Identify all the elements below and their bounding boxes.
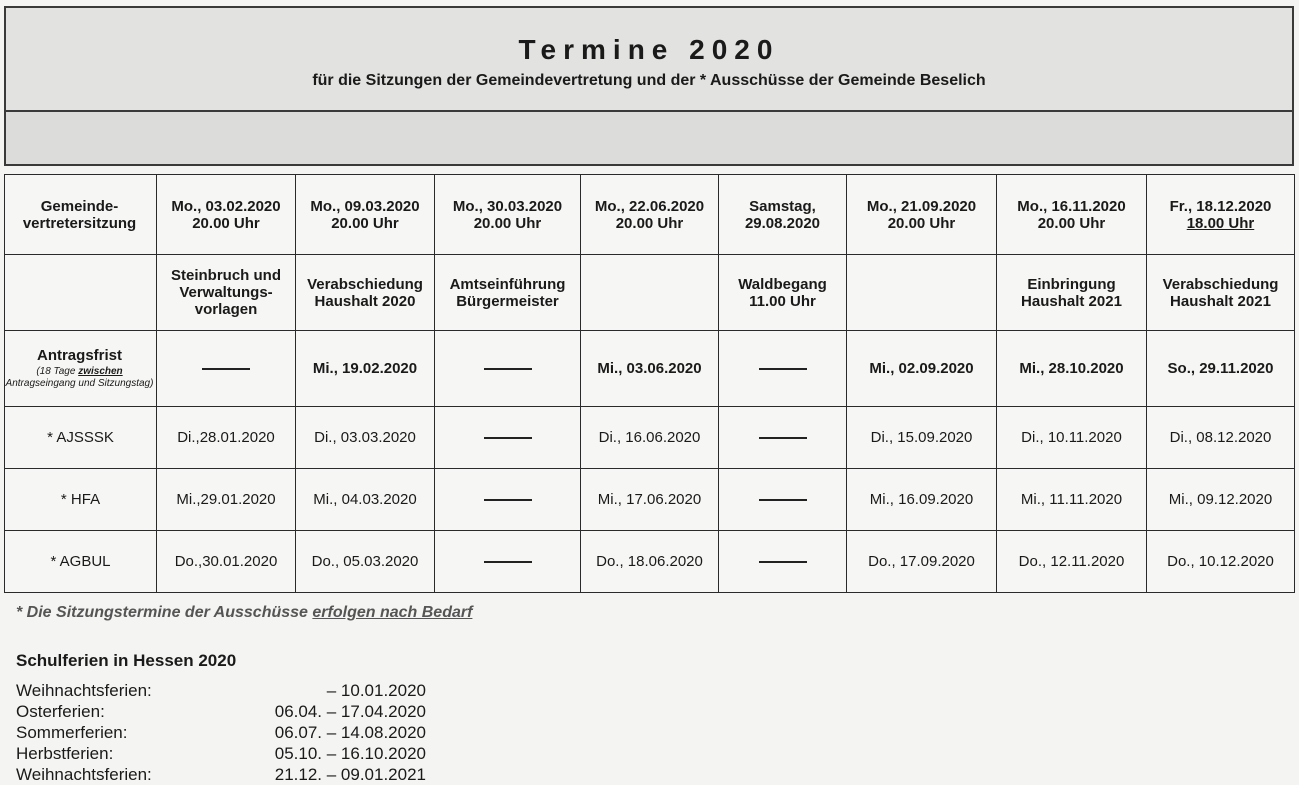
- holiday-range: 05.10. – 16.10.2020: [274, 744, 426, 763]
- session-cell: [157, 175, 296, 255]
- document-title: Termine 2020: [518, 34, 780, 65]
- committee-cell: Mi., 16.09.2020: [847, 469, 997, 531]
- holiday-row: [16, 764, 426, 785]
- deadline-cell: So., 29.11.2020: [1147, 331, 1295, 407]
- dash-mark: [484, 437, 532, 439]
- committee-cell: Di., 08.12.2020: [1147, 407, 1295, 469]
- topic-cell: Amtseinführung Bürgermeister: [435, 255, 581, 331]
- session-date: Fr., 18.12.2020: [1169, 197, 1272, 215]
- session-date: Mo., 22.06.2020: [594, 197, 705, 215]
- session-date: Mo., 03.02.2020: [171, 197, 281, 215]
- holiday-range: 06.07. – 14.08.2020: [274, 723, 426, 742]
- topic-cell: Steinbruch und Verwaltungs- vorlagen: [157, 255, 296, 331]
- holiday-row: [16, 701, 426, 722]
- dash-mark: [484, 499, 532, 501]
- holiday-row: [16, 743, 426, 764]
- committee-row-hfa: [5, 469, 1295, 531]
- holidays-list: [16, 680, 426, 785]
- session-date: Samstag,: [749, 197, 816, 215]
- session-cell: [847, 175, 997, 255]
- row-head-hfa: * HFA: [5, 469, 157, 531]
- committee-cell: [435, 407, 581, 469]
- document-subtitle: für die Sitzungen der Gemeindevertretung und der * Ausschüsse der Gemeinde Beselich: [312, 72, 986, 89]
- holiday-row: [16, 680, 426, 701]
- topic-cell: Einbringung Haushalt 2021: [997, 255, 1147, 331]
- session-date: Mo., 21.09.2020: [866, 197, 977, 215]
- session-time: 20.00 Uhr: [615, 214, 684, 232]
- deadline-cell: Mi., 03.06.2020: [581, 331, 719, 407]
- dash-mark: [202, 368, 250, 370]
- committee-cell: Mi., 17.06.2020: [581, 469, 719, 531]
- deadline-row: [5, 331, 1295, 407]
- committee-cell: Di., 16.06.2020: [581, 407, 719, 469]
- session-cell: [296, 175, 435, 255]
- committee-cell: [719, 469, 847, 531]
- session-cell: [1147, 175, 1295, 255]
- topic-row: [5, 255, 1295, 331]
- committee-cell: Do.,30.01.2020: [157, 531, 296, 593]
- dash-mark: [484, 561, 532, 563]
- council-session-row: [5, 175, 1295, 255]
- session-time: 20.00 Uhr: [1037, 214, 1106, 232]
- committee-cell: Di., 15.09.2020: [847, 407, 997, 469]
- committee-cell: Di.,28.01.2020: [157, 407, 296, 469]
- session-date: Mo., 16.11.2020: [1017, 197, 1126, 215]
- row-head-deadline: [5, 331, 157, 407]
- session-cell: [435, 175, 581, 255]
- committee-cell: Di., 03.03.2020: [296, 407, 435, 469]
- committee-row-ajsssk: [5, 407, 1295, 469]
- session-time: 29.08.2020: [744, 214, 821, 232]
- holiday-name: Osterferien:: [16, 702, 105, 721]
- header-empty-band: [6, 112, 1292, 164]
- deadline-cell: [435, 331, 581, 407]
- session-date: Mo., 30.03.2020: [452, 197, 563, 215]
- committee-cell: [719, 407, 847, 469]
- dash-mark: [759, 368, 807, 370]
- deadline-label: Antragsfrist: [36, 347, 122, 364]
- holiday-name: Herbstferien:: [16, 744, 114, 763]
- committee-cell: [435, 531, 581, 593]
- topic-row-head: [5, 255, 157, 331]
- deadline-note: (18 Tage zwischen Antragseingang und Sitzungstag): [5, 366, 154, 389]
- topic-cell: Verabschiedung Haushalt 2021: [1147, 255, 1295, 331]
- topic-cell: Waldbegang 11.00 Uhr: [719, 255, 847, 331]
- holiday-name: Weihnachtsferien:: [16, 765, 152, 784]
- committee-cell: Do., 17.09.2020: [847, 531, 997, 593]
- committee-cell: Mi., 11.11.2020: [997, 469, 1147, 531]
- dash-mark: [759, 561, 807, 563]
- topic-cell: [847, 255, 997, 331]
- deadline-cell: Mi., 28.10.2020: [997, 331, 1147, 407]
- topic-cell: Verabschiedung Haushalt 2020: [296, 255, 435, 331]
- deadline-cell: Mi., 19.02.2020: [296, 331, 435, 407]
- holiday-name: Sommerferien:: [16, 723, 128, 742]
- committee-row-agbul: [5, 531, 1295, 593]
- deadline-cell: [719, 331, 847, 407]
- session-time: 20.00 Uhr: [887, 214, 956, 232]
- session-date: Mo., 09.03.2020: [310, 197, 420, 215]
- schedule-table: [4, 174, 1295, 593]
- document-header: [4, 6, 1294, 166]
- row-head-council: Gemeinde- vertretersitzung: [5, 175, 157, 255]
- topic-cell: [581, 255, 719, 331]
- holiday-range: 06.04. – 17.04.2020: [274, 702, 426, 721]
- row-head-agbul: * AGBUL: [5, 531, 157, 593]
- footnote-underlined: erfolgen nach Bedarf: [312, 604, 473, 621]
- holidays-title: Schulferien in Hessen 2020: [16, 651, 237, 670]
- session-time: 20.00 Uhr: [473, 214, 542, 232]
- committee-cell: Mi., 04.03.2020: [296, 469, 435, 531]
- session-cell: [997, 175, 1147, 255]
- dash-mark: [484, 368, 532, 370]
- session-cell: [719, 175, 847, 255]
- committee-cell: Do., 12.11.2020: [997, 531, 1147, 593]
- session-time: 18.00 Uhr: [1186, 214, 1255, 232]
- committee-cell: Mi., 09.12.2020: [1147, 469, 1295, 531]
- holiday-name: Weihnachtsferien:: [16, 681, 152, 700]
- session-time: 20.00 Uhr: [192, 214, 260, 232]
- row-head-ajsssk: * AJSSSK: [5, 407, 157, 469]
- holiday-range: 21.12. – 09.01.2021: [274, 765, 426, 784]
- committee-cell: Do., 18.06.2020: [581, 531, 719, 593]
- dash-mark: [759, 437, 807, 439]
- holiday-range: – 10.01.2020: [326, 681, 426, 700]
- committee-cell: Mi.,29.01.2020: [157, 469, 296, 531]
- session-time: 20.00 Uhr: [331, 214, 399, 232]
- deadline-cell: [157, 331, 296, 407]
- committee-cell: Do., 10.12.2020: [1147, 531, 1295, 593]
- committee-footnote: * Die Sitzungstermine der Ausschüsse erfolgen nach Bedarf: [16, 604, 473, 621]
- committee-cell: [719, 531, 847, 593]
- title-band: [6, 8, 1292, 112]
- committee-cell: Do., 05.03.2020: [296, 531, 435, 593]
- committee-cell: [435, 469, 581, 531]
- holiday-row: [16, 722, 426, 743]
- deadline-cell: Mi., 02.09.2020: [847, 331, 997, 407]
- dash-mark: [759, 499, 807, 501]
- session-cell: [581, 175, 719, 255]
- committee-cell: Di., 10.11.2020: [997, 407, 1147, 469]
